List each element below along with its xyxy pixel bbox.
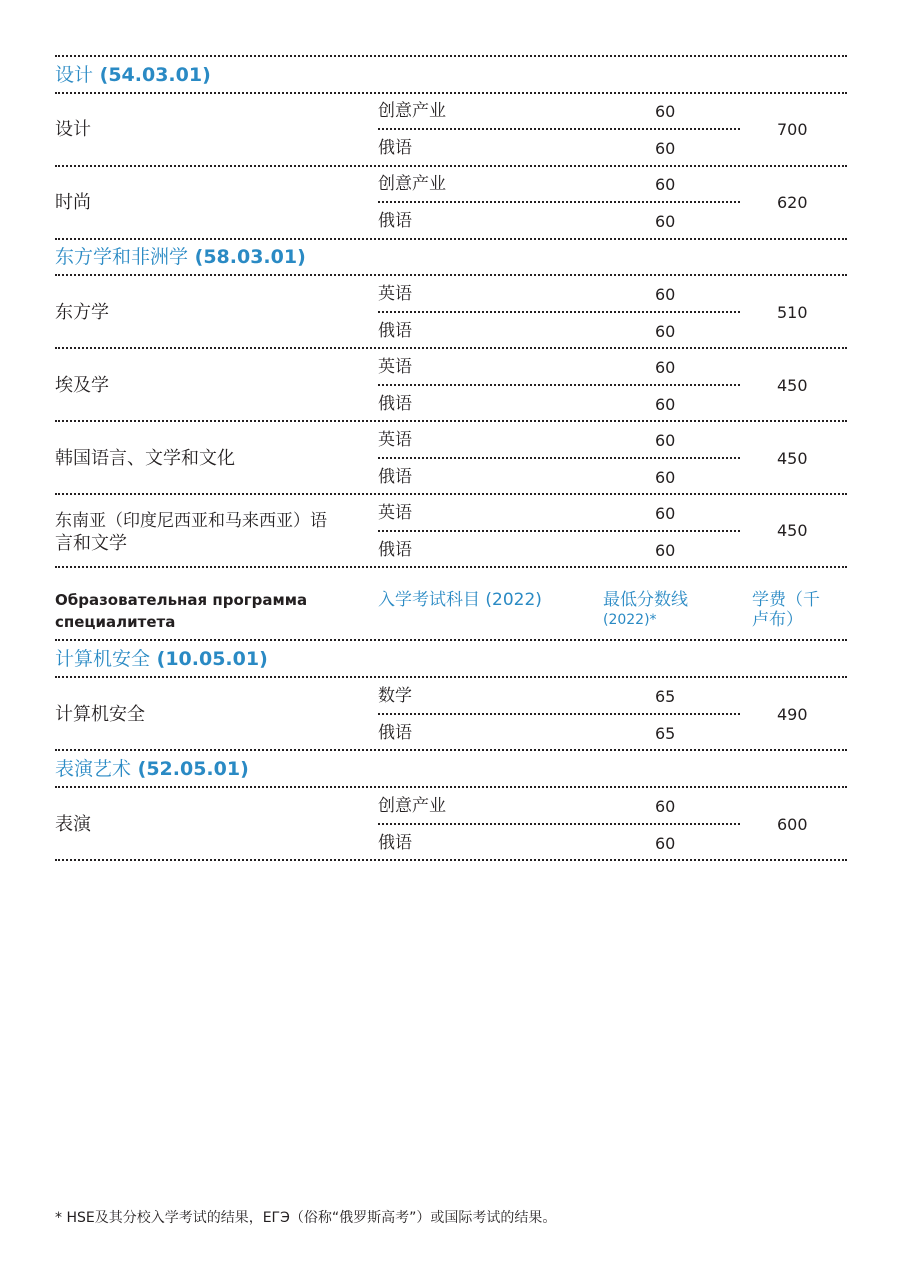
- min-score: 60: [655, 212, 676, 231]
- divider: [378, 201, 740, 203]
- min-score: 60: [655, 504, 676, 523]
- exam-subject: 英语: [378, 284, 412, 304]
- tuition-fee: 600: [777, 815, 808, 834]
- exam-subject: 俄语: [378, 833, 412, 853]
- program-name: 时尚: [55, 192, 91, 213]
- divider: [55, 420, 847, 422]
- header-program-line: специалитета: [55, 613, 176, 631]
- exam-subject: 俄语: [378, 394, 412, 414]
- min-score: 60: [655, 395, 676, 414]
- exam-subject: 数学: [378, 686, 412, 706]
- divider: [55, 238, 847, 240]
- program-name: 东方学: [55, 302, 109, 323]
- divider: [55, 165, 847, 167]
- tuition-fee: 450: [777, 521, 808, 540]
- section-heading: [55, 64, 211, 86]
- program-name: 表演: [55, 814, 91, 835]
- exam-subject: 创意产业: [378, 796, 446, 816]
- section-heading: [55, 758, 249, 780]
- footnote: * HSE及其分校入学考试的结果，ЕГЭ（俗称“俄罗斯高考”）或国际考试的结果。: [55, 1210, 557, 1226]
- min-score: 60: [655, 541, 676, 560]
- min-score: 60: [655, 175, 676, 194]
- min-score: 60: [655, 139, 676, 158]
- section-heading: [55, 648, 268, 670]
- exam-subject: 英语: [378, 503, 412, 523]
- min-score: 60: [655, 322, 676, 341]
- divider: [55, 639, 847, 641]
- header-program: [55, 589, 307, 633]
- min-score: 65: [655, 724, 676, 743]
- header-program-line: Образовательная программа: [55, 591, 308, 609]
- exam-subject: 俄语: [378, 540, 412, 560]
- divider: [55, 566, 847, 568]
- tuition-fee: 510: [777, 303, 808, 322]
- program-name: 埃及学: [55, 375, 109, 396]
- tuition-fee: 450: [777, 449, 808, 468]
- divider: [378, 457, 740, 459]
- divider: [378, 128, 740, 130]
- section-name: 东方学和非洲学: [55, 246, 189, 268]
- header-min-score: [603, 590, 688, 630]
- divider: [55, 749, 847, 751]
- min-score: 60: [655, 834, 676, 853]
- exam-subject: 英语: [378, 357, 412, 377]
- section-code: (54.03.01): [99, 64, 211, 86]
- header-fee-line: 卢布）: [752, 610, 803, 630]
- min-score: 60: [655, 102, 676, 121]
- divider: [378, 713, 740, 715]
- min-score: 60: [655, 285, 676, 304]
- divider: [378, 311, 740, 313]
- header-min-score-year: (2022)*: [603, 612, 657, 628]
- program-name: 韩国语言、文学和文化: [55, 448, 235, 469]
- divider: [378, 530, 740, 532]
- program-name: 设计: [55, 119, 91, 140]
- exam-subject: 俄语: [378, 321, 412, 341]
- exam-subject: 俄语: [378, 138, 412, 158]
- tuition-fee: 490: [777, 705, 808, 724]
- header-exam-subjects: 入学考试科目 (2022): [378, 590, 542, 610]
- section-name: 计算机安全: [55, 648, 151, 670]
- min-score: 60: [655, 431, 676, 450]
- min-score: 60: [655, 468, 676, 487]
- min-score: 65: [655, 687, 676, 706]
- divider: [378, 823, 740, 825]
- exam-subject: 俄语: [378, 467, 412, 487]
- section-heading: [55, 246, 306, 268]
- exam-subject: 创意产业: [378, 101, 446, 121]
- divider: [378, 384, 740, 386]
- tuition-fee: 450: [777, 376, 808, 395]
- min-score: 60: [655, 797, 676, 816]
- divider: [55, 347, 847, 349]
- header-fee-line: 学费（千: [752, 590, 820, 610]
- exam-subject: 创意产业: [378, 174, 446, 194]
- divider: [55, 676, 847, 678]
- divider: [55, 493, 847, 495]
- section-code: (52.05.01): [137, 758, 249, 780]
- header-fee: [752, 590, 820, 630]
- program-name: 东南亚（印度尼西亚和马来西亚）语: [55, 511, 327, 531]
- divider: [55, 92, 847, 94]
- divider: [55, 786, 847, 788]
- program-name-continued: 言和文学: [55, 533, 127, 554]
- section-name: 设计: [55, 64, 94, 86]
- section-code: (58.03.01): [194, 246, 306, 268]
- tuition-fee: 620: [777, 193, 808, 212]
- section-name: 表演艺术: [55, 758, 132, 780]
- header-min-score-line: 最低分数线: [603, 590, 688, 610]
- divider: [55, 274, 847, 276]
- exam-subject: 英语: [378, 430, 412, 450]
- exam-subject: 俄语: [378, 211, 412, 231]
- exam-subject: 俄语: [378, 723, 412, 743]
- divider: [55, 55, 847, 57]
- section-code: (10.05.01): [156, 648, 268, 670]
- min-score: 60: [655, 358, 676, 377]
- divider: [55, 859, 847, 861]
- program-name: 计算机安全: [55, 704, 145, 725]
- tuition-fee: 700: [777, 120, 808, 139]
